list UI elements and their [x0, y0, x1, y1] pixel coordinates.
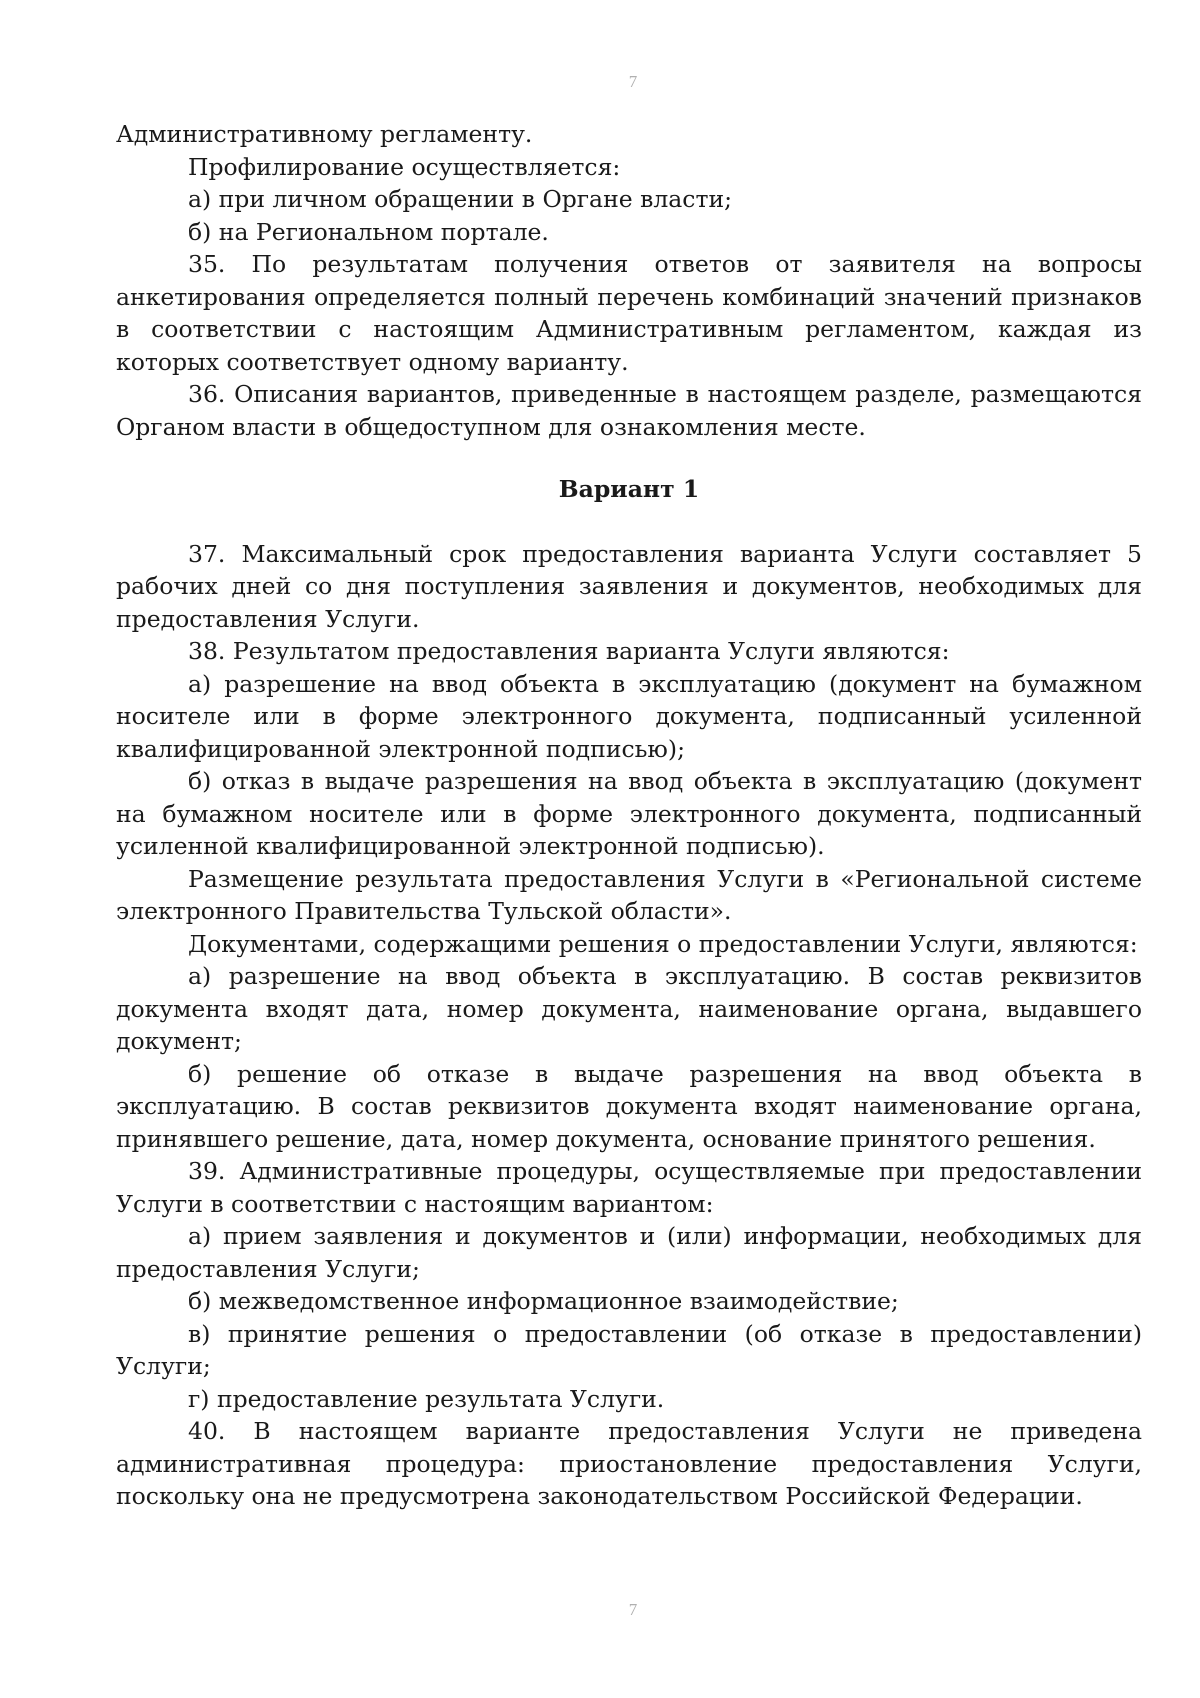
list-item-d-39: г) предоставление результата Услуги. [188, 1384, 665, 1413]
list-item-a-profiling: а) при личном обращении в Органе власти; [188, 185, 733, 213]
document-body [116, 118, 1142, 1513]
section-heading: Вариант 1 [558, 475, 700, 503]
paragraph-documents: Документами, содержащими решения о предоставлении Услуги, являются: [188, 929, 1138, 958]
paragraph-placement: Размещение результата предоставления Услуги в «Региональной системе электронного Правительства Тульской области». [116, 864, 1142, 925]
paragraph-continuation: Административному регламенту. [116, 120, 533, 148]
paragraph-profiling: Профилирование осуществляется: [188, 152, 621, 181]
page-number-top: 7 [628, 72, 638, 91]
list-item-a-38: а) разрешение на ввод объекта в эксплуатацию (документ на бумажном носителе или в форме электронного документа, подписанный усиленной квалифицированной электронной подписью); [116, 669, 1142, 763]
page-number-bottom: 7 [628, 1600, 638, 1619]
list-item-b-profiling: б) на Региональном портале. [188, 217, 549, 246]
list-item-a-documents: а) разрешение на ввод объекта в эксплуатацию. В состав реквизитов документа входят дата, номер документа, наименование органа, выдавшего документ; [116, 962, 1142, 1055]
list-item-a-39: а) прием заявления и документов и (или) информации, необходимых для предоставления Услуги; [116, 1222, 1142, 1283]
paragraph-40: 40. В настоящем варианте предоставления Услуги не приведена административная процедура: приостановление предоставления Услуги, поскольку она не предусмотрена законодательством Российской Федерации. [116, 1417, 1142, 1510]
list-item-b-38: б) отказ в выдаче разрешения на ввод объекта в эксплуатацию (документ на бумажном носителе или в форме электронного документа, подписанный усиленной квалифицированной электронной подписью). [116, 767, 1142, 860]
list-item-b-documents: б) решение об отказе в выдаче разрешения на ввод объекта в эксплуатацию. В состав реквизитов документа входят наименование органа, принявшего решение, дата, номер документа, основание принятого решения. [116, 1059, 1142, 1153]
paragraph-37: 37. Максимальный срок предоставления варианта Услуги составляет 5 рабочих дней со дня поступления заявления и документов, необходимых для предоставления Услуги. [116, 539, 1142, 633]
paragraph-39: 39. Административные процедуры, осуществляемые при предоставлении Услуги в соответствии с настоящим вариантом: [116, 1157, 1142, 1218]
paragraph-35: 35. По результатам получения ответов от заявителя на вопросы анкетирования определяется полный перечень комбинаций значений признаков в соответствии с настоящим Административным регламентом, каждая из которых соответствует одному варианту. [116, 250, 1142, 376]
paragraph-38: 38. Результатом предоставления варианта Услуги являются: [188, 637, 950, 665]
list-item-b-39: б) межведомственное информационное взаимодействие; [188, 1287, 899, 1315]
paragraph-36: 36. Описания вариантов, приведенные в настоящем разделе, размещаются Органом власти в общедоступном для ознакомления месте. [116, 380, 1142, 441]
list-item-c-39: в) принятие решения о предоставлении (об отказе в предоставлении) Услуги; [116, 1319, 1142, 1380]
